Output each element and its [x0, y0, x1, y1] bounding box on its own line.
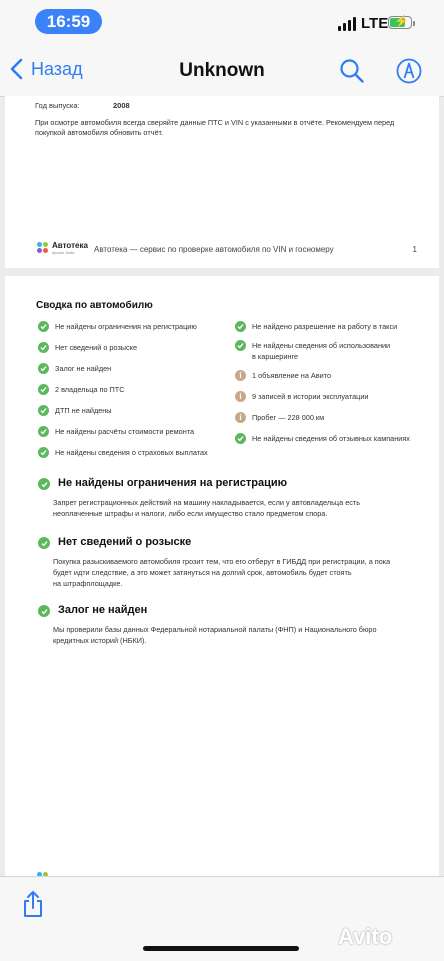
check-icon [38, 478, 50, 490]
page-footer-partial [37, 868, 417, 876]
markup-button[interactable] [396, 58, 422, 89]
check-icon [38, 426, 49, 437]
footer-text: Автотека — сервис по проверке автомобиля по VIN и госномеру [94, 245, 334, 254]
search-icon [339, 58, 365, 84]
section-text: Мы проверили базы данных Федеральной нотариальной палаты (ФНП) и Национального бюро кредитных историй (НБКИ). [53, 625, 377, 645]
year-value: 2008 [113, 101, 130, 110]
report-note: При осмотре автомобиля всегда сверяйте данные ПТС и VIN с указанными в отчёте. Рекомендуем перед покупкой автомобиля обновить отчёт. [35, 118, 395, 137]
info-icon: i [235, 412, 246, 423]
info-icon: i [235, 370, 246, 381]
section-text: Покупка разыскиваемого автомобиля грозит тем, что его отберут в ГИБДД при регистрации, а пока будет идти следствие, а это может затянуться на долгий срок, автомобиль будет стоять на штрафплощадке. [53, 557, 391, 588]
check-icon [38, 321, 49, 332]
check-icon [38, 405, 49, 416]
home-indicator[interactable] [143, 946, 299, 951]
status-time: 16:59 [35, 9, 102, 34]
back-label: Назад [31, 58, 83, 79]
search-button[interactable] [339, 58, 365, 89]
year-label: Год выпуска: [35, 101, 80, 110]
battery-icon: ⚡ [388, 16, 412, 29]
avtoteka-logo [37, 240, 89, 258]
network-label: LTE [361, 15, 389, 32]
document-title: Unknown [179, 60, 265, 81]
avito-watermark: Avito [338, 924, 393, 949]
check-icon [235, 321, 246, 332]
check-icon [235, 433, 246, 444]
logo-name: Автотека [52, 241, 88, 250]
page-number: 1 [412, 245, 417, 254]
check-icon [38, 537, 50, 549]
status-bar [0, 0, 444, 46]
check-icon [38, 447, 49, 458]
avtoteka-logo-icon [37, 242, 49, 254]
bottom-toolbar [0, 876, 444, 961]
info-icon: i [235, 391, 246, 402]
check-icon [38, 342, 49, 353]
check-icon [38, 363, 49, 374]
section-text: Запрет регистрационных действий на машину накладывается, если у автовладельца есть неоплаченные штрафы и налоги, либо если имущество стало предметом спора. [53, 498, 361, 518]
battery-tip [413, 21, 415, 26]
markup-pen-icon [396, 58, 422, 84]
check-icon [38, 384, 49, 395]
page-footer [37, 240, 417, 260]
signal-icon [338, 17, 358, 31]
logo-subtitle: проект Avito [52, 250, 75, 255]
document-page-1 [5, 96, 439, 268]
navigation-bar [0, 46, 444, 97]
check-icon [235, 340, 246, 351]
share-button[interactable] [22, 890, 44, 923]
share-icon [22, 890, 44, 918]
document-page-2: Сводка по автомобилю Не найдены ограничения на регистрацию Нет сведений о розыске Залог не найден 2 владельца по ПТС ДТП не найдены Не найдены расчёты стоимости ремонта Не найдены сведения о страховых выплатах Не найдено разрешение на работу в такси Не найдены сведения об использовании в каршеринге i 1 объявление на Авито i 9 записей в истории эксплуатации i Пробег — 228 000 км Не найдены сведения об отзывных кампаниях Не найдены ограничения на регистрацию Запрет регистрационных действий на машину накладывается, если у автовладельца есть неоплаченные штрафы и налоги, либо если имущество стало предметом спора. Нет сведений о розыске Покупка разыскиваемого автомобиля грозит тем, что его отберут в ГИБДД при регистрации, а пока будет идти следствие, а это может затянуться на долгий срок, автомобиль будет стоять на штрафплощадке. Залог не найден Мы проверили базы данных Федеральной нотариальной палаты (ФНП) и Национального бюро кредитных историй (НБКИ). [5, 276, 439, 876]
check-icon [38, 605, 50, 617]
summary-title: Сводка по автомобилю [36, 300, 153, 311]
year-row [35, 101, 130, 110]
